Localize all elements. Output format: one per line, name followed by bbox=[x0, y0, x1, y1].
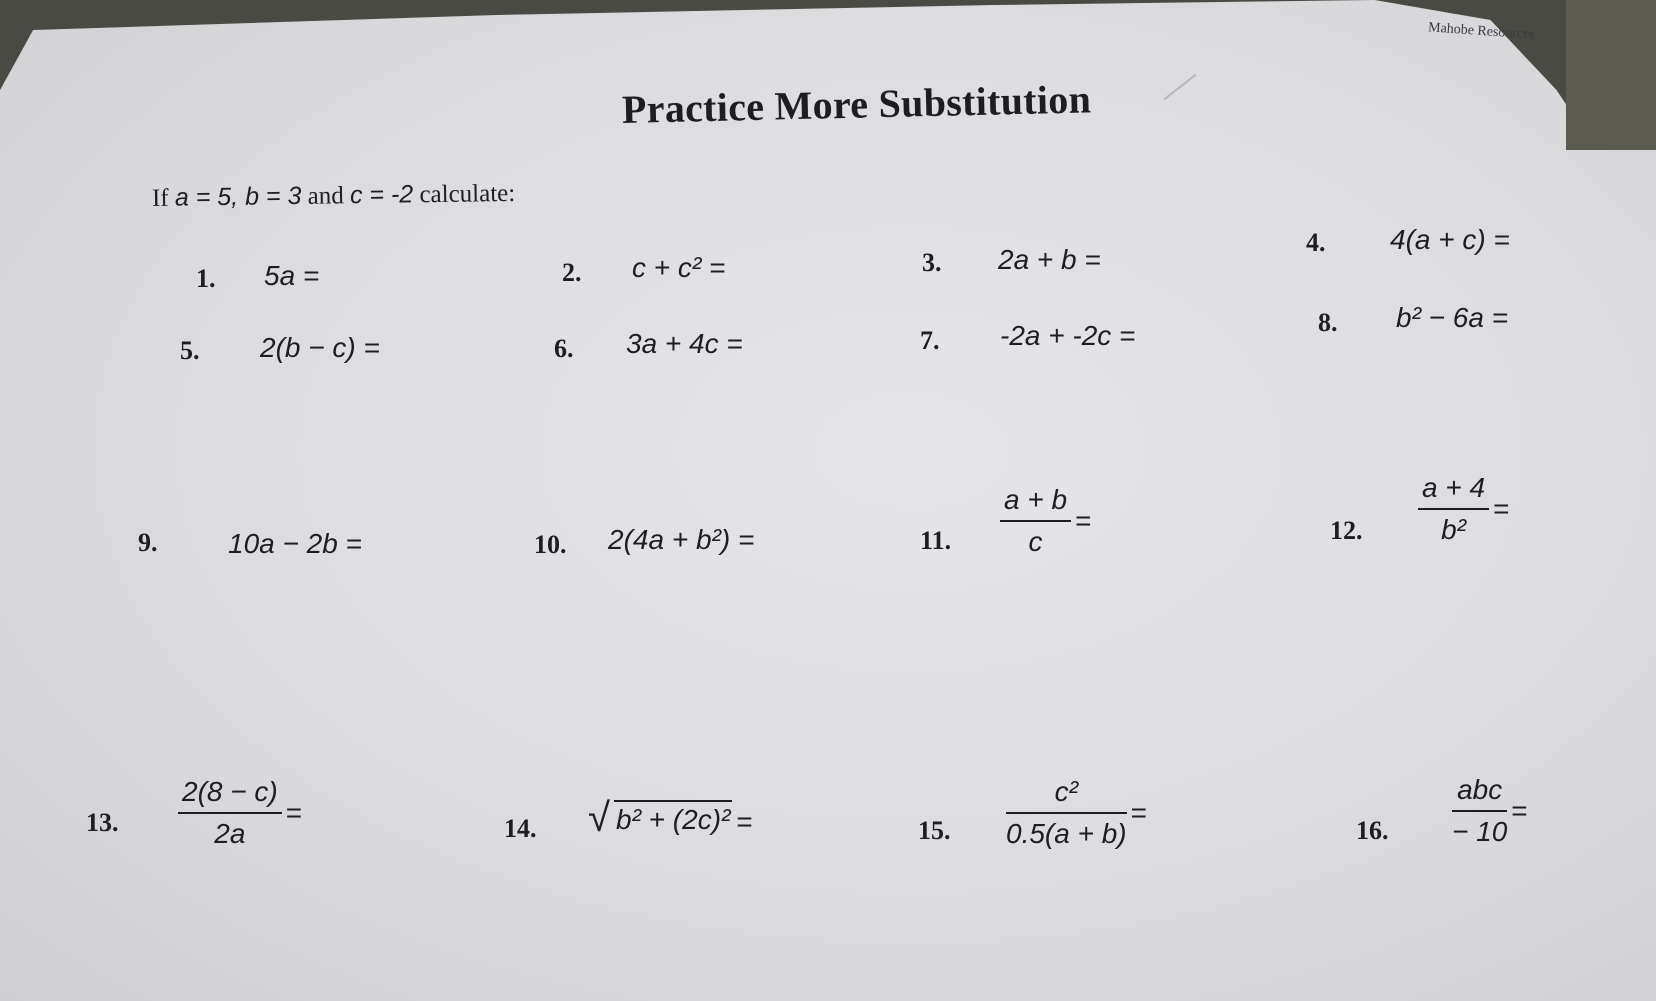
fraction bbox=[1452, 774, 1507, 848]
problem-expression bbox=[178, 776, 302, 850]
problem-expression bbox=[588, 796, 753, 840]
fraction-numerator: 2(8 − c) bbox=[178, 776, 282, 814]
problem-expression: b² − 6a = bbox=[1396, 302, 1509, 333]
problem-number: 10. bbox=[534, 530, 567, 559]
problem-expression: 2(4a + b²) = bbox=[608, 524, 755, 555]
problem-expression: 5a = bbox=[264, 260, 320, 291]
fraction-numerator: a + 4 bbox=[1418, 472, 1489, 510]
problem-number: 9. bbox=[138, 528, 158, 557]
problem-number: 13. bbox=[86, 808, 119, 837]
radical-sign: √ bbox=[588, 796, 610, 840]
problem-expression bbox=[1000, 484, 1091, 558]
fraction bbox=[1006, 776, 1127, 850]
fraction bbox=[178, 776, 282, 850]
fraction-numerator: c² bbox=[1006, 776, 1127, 814]
square-root bbox=[588, 796, 732, 840]
problem-number: 12. bbox=[1330, 516, 1363, 545]
instruction-tail: calculate: bbox=[419, 179, 516, 209]
problem-number: 5. bbox=[180, 336, 200, 365]
instruction-lead: If bbox=[151, 184, 169, 212]
instruction-vars: a = 5, b = 3 bbox=[174, 181, 302, 212]
instruction bbox=[152, 179, 516, 213]
problem-number: 8. bbox=[1318, 308, 1338, 337]
problem-number: 16. bbox=[1356, 816, 1389, 845]
problem-expression: 4(a + c) = bbox=[1390, 224, 1510, 255]
problem-number: 14. bbox=[504, 814, 537, 843]
equals-sign: = bbox=[1130, 797, 1147, 828]
problem-number: 3. bbox=[922, 248, 942, 277]
problem-expression: 10a − 2b = bbox=[228, 528, 362, 559]
equals-sign: = bbox=[1493, 493, 1510, 524]
fraction-numerator: abc bbox=[1452, 774, 1507, 812]
problem-expression bbox=[1418, 472, 1509, 546]
problem-number: 15. bbox=[918, 816, 951, 845]
problem-number: 2. bbox=[562, 258, 582, 287]
equals-sign: = bbox=[736, 805, 753, 837]
problem-expression: 2a + b = bbox=[998, 244, 1101, 275]
equals-sign: = bbox=[1075, 505, 1092, 536]
publisher-mark: Mahobe Resources bbox=[1427, 20, 1536, 43]
problem-number: 4. bbox=[1306, 228, 1326, 257]
fraction-numerator: a + b bbox=[1000, 484, 1071, 522]
problem-number: 1. bbox=[196, 264, 216, 293]
problem-expression: 3a + 4c = bbox=[626, 328, 743, 359]
fraction-denominator: c bbox=[1028, 526, 1043, 557]
problem-expression bbox=[1006, 776, 1147, 850]
instruction-c: c = -2 bbox=[349, 180, 414, 210]
background-corner bbox=[1566, 0, 1656, 150]
fraction bbox=[1418, 472, 1489, 546]
problem-expression: c + c² = bbox=[632, 252, 726, 283]
problem-number: 6. bbox=[554, 334, 574, 363]
equals-sign: = bbox=[285, 797, 303, 828]
problem-number: 11. bbox=[920, 526, 952, 555]
fraction-denominator: 2a bbox=[214, 818, 246, 849]
equals-sign: = bbox=[1511, 795, 1528, 826]
problem-number: 7. bbox=[920, 326, 940, 355]
radicand: b² + (2c)² bbox=[614, 800, 732, 836]
fraction-denominator: 0.5(a + b) bbox=[1006, 818, 1127, 849]
fraction-denominator: b² bbox=[1441, 514, 1466, 545]
problem-expression bbox=[1452, 774, 1528, 848]
instruction-and: and bbox=[307, 182, 344, 210]
problem-expression: 2(b − c) = bbox=[260, 332, 380, 363]
fraction-denominator: − 10 bbox=[1452, 816, 1508, 847]
problem-expression: -2a + -2c = bbox=[1000, 320, 1136, 351]
page-title: Practice More Substitution bbox=[621, 76, 1092, 132]
fraction bbox=[1000, 484, 1071, 558]
